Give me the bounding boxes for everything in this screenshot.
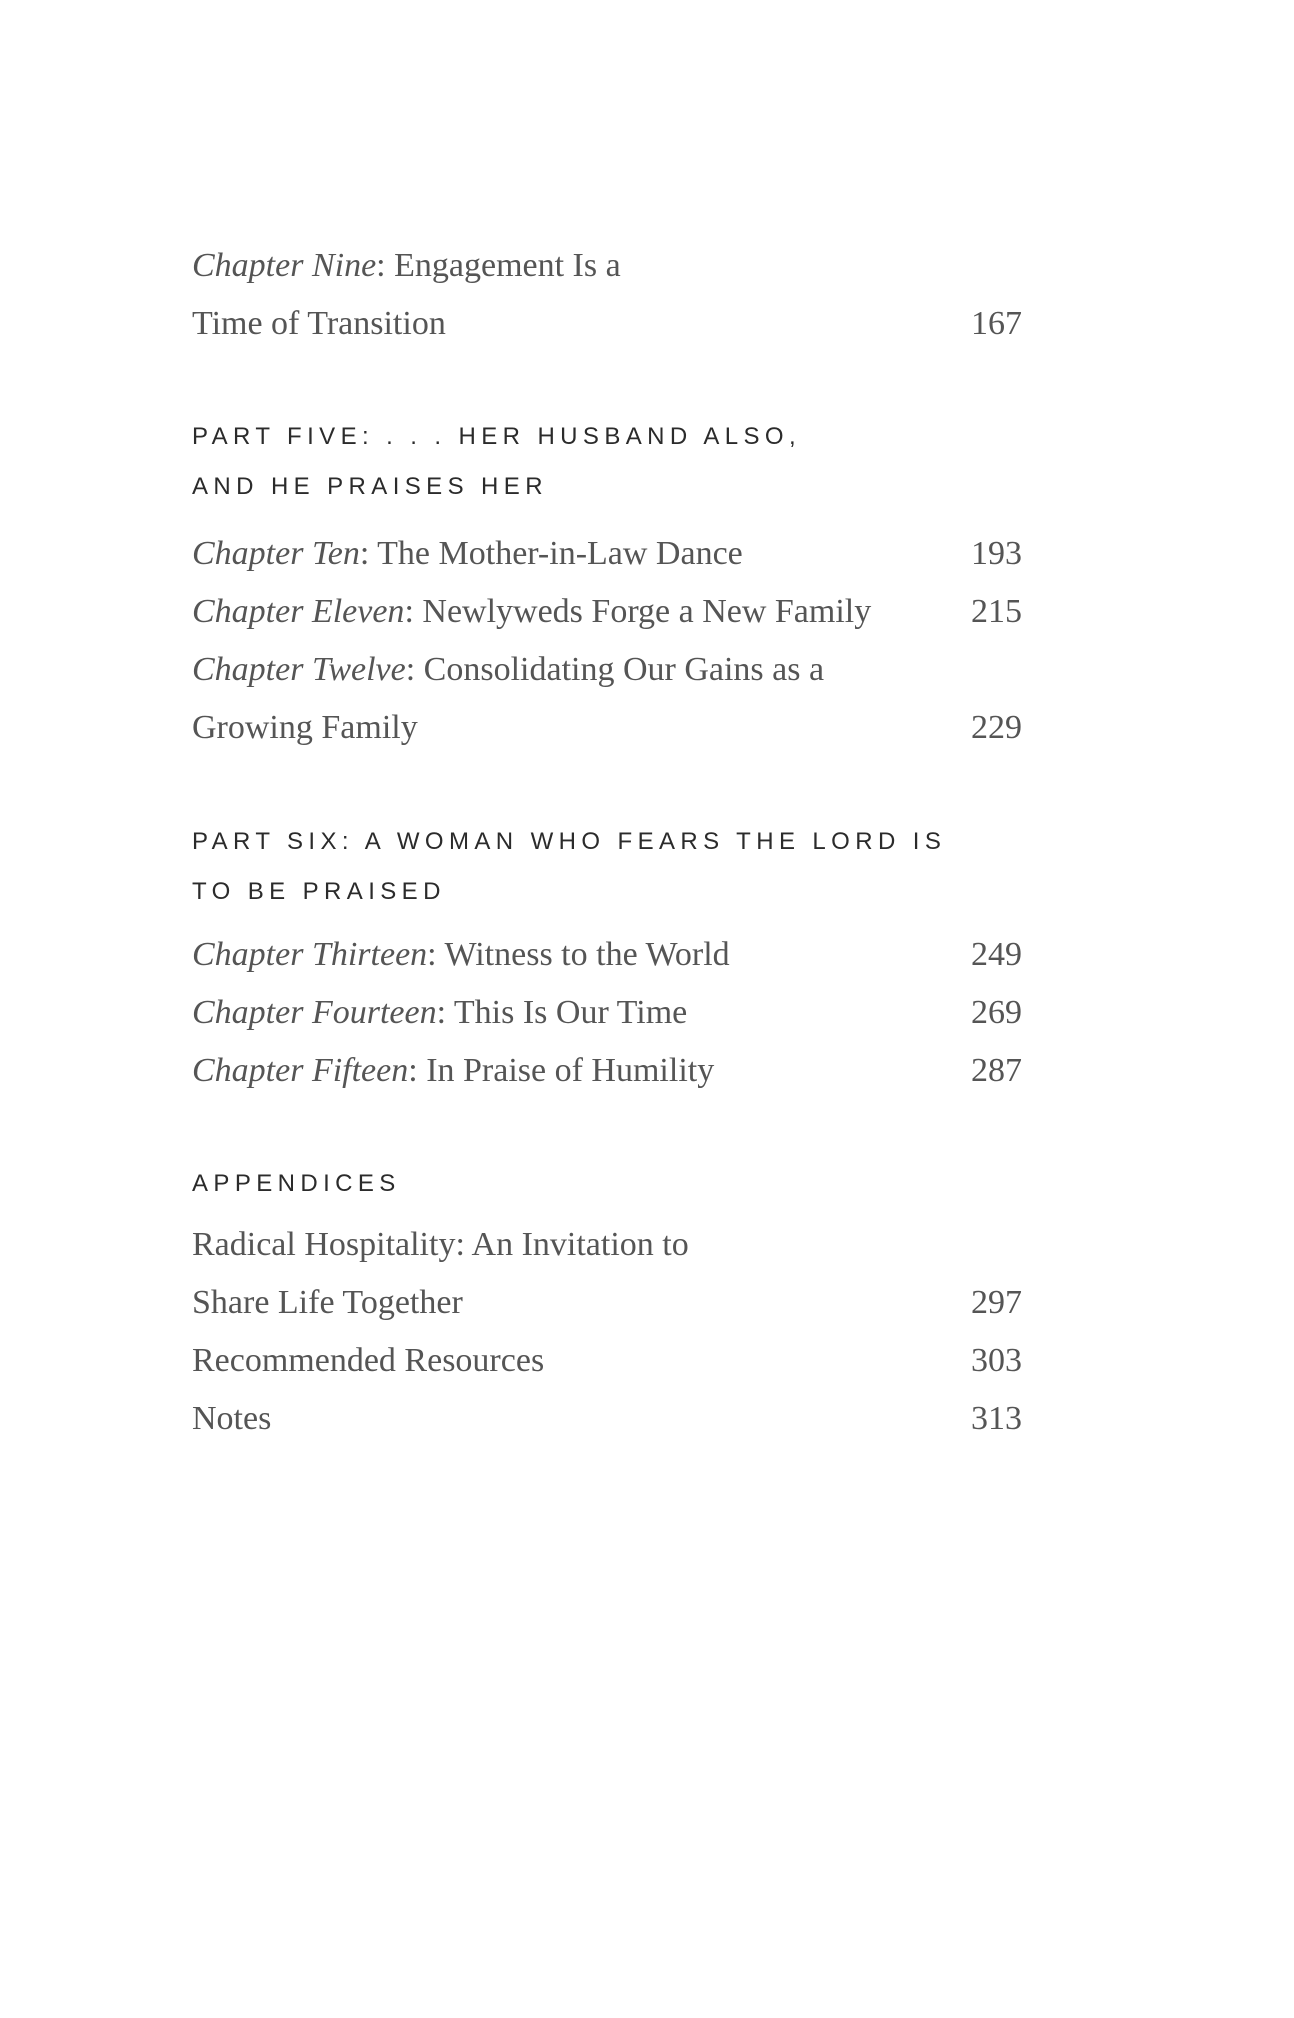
- toc-entry-title: [192, 984, 687, 1042]
- chapter-title: : Newlyweds Forge a New Family: [404, 593, 872, 630]
- chapter-label: Chapter Thirteen: [192, 936, 428, 973]
- appendix-title: Notes: [192, 1400, 272, 1437]
- toc-entry-chapter-twelve-cont[interactable]: [192, 699, 1022, 757]
- chapter-title: : Witness to the World: [427, 936, 730, 973]
- chapter-label: Chapter Fifteen: [192, 1052, 409, 1089]
- page-number: 215: [971, 593, 1022, 630]
- chapter-title: : In Praise of Humility: [408, 1052, 715, 1089]
- chapter-label: Chapter Eleven: [192, 593, 405, 630]
- chapter-title-line2: Growing Family: [192, 709, 418, 746]
- appendix-title-line1: Radical Hospitality: An Invitation to: [192, 1226, 689, 1263]
- toc-entry-chapter-eleven[interactable]: [192, 583, 1022, 641]
- part-six-heading-line2: TO BE PRAISED: [192, 878, 446, 905]
- chapter-label: Chapter Ten: [192, 535, 360, 572]
- chapter-title-line2: Time of Transition: [192, 305, 446, 342]
- toc-entry-notes[interactable]: [192, 1390, 1022, 1448]
- appendix-title: Recommended Resources: [192, 1342, 545, 1379]
- toc-entry-title: [192, 237, 621, 295]
- page-number: 269: [971, 994, 1022, 1031]
- chapter-label: Chapter Nine: [192, 247, 377, 284]
- toc-entry-title: [192, 641, 824, 699]
- toc-entry-recommended-resources[interactable]: [192, 1332, 1022, 1390]
- part-five-heading-line2: AND HE PRAISES HER: [192, 473, 548, 500]
- page-number: 249: [971, 936, 1022, 973]
- toc-entry-chapter-nine-cont[interactable]: [192, 295, 1022, 353]
- page-number: 313: [971, 1400, 1022, 1437]
- page-number: 297: [971, 1284, 1022, 1321]
- page-number: 229: [971, 709, 1022, 746]
- appendix-title-line2: Share Life Together: [192, 1284, 463, 1321]
- toc-entry-radical-hospitality[interactable]: [192, 1216, 1022, 1274]
- toc-entry-title: [192, 1042, 714, 1100]
- page-number: 287: [971, 1052, 1022, 1089]
- chapter-title: : This Is Our Time: [436, 994, 688, 1031]
- chapter-title: : The Mother-in-Law Dance: [359, 535, 743, 572]
- toc-entry-title: [192, 926, 730, 984]
- toc-entry-title: [192, 525, 743, 583]
- toc-entry-chapter-nine[interactable]: [192, 237, 1022, 295]
- page-number: 303: [971, 1342, 1022, 1379]
- toc-entry-chapter-twelve[interactable]: [192, 641, 1022, 699]
- chapter-title-line1: : Consolidating Our Gains as a: [405, 651, 825, 688]
- page-number: 193: [971, 535, 1022, 572]
- toc-entry-chapter-fifteen[interactable]: [192, 1042, 1022, 1100]
- part-five-heading-line1: PART FIVE: . . . HER HUSBAND ALSO,: [192, 423, 802, 450]
- part-six-heading-line1: PART SIX: A WOMAN WHO FEARS THE LORD IS: [192, 828, 947, 855]
- toc-entry-chapter-fourteen[interactable]: [192, 984, 1022, 1042]
- toc-entry-chapter-thirteen[interactable]: [192, 926, 1022, 984]
- chapter-title-line1: : Engagement Is a: [376, 247, 621, 284]
- chapter-label: Chapter Twelve: [192, 651, 406, 688]
- toc-entry-chapter-ten[interactable]: [192, 525, 1022, 583]
- toc-entry-title: [192, 583, 871, 641]
- appendices-heading: APPENDICES: [192, 1170, 401, 1197]
- toc-entry-radical-hospitality-cont[interactable]: [192, 1274, 1022, 1332]
- chapter-label: Chapter Fourteen: [192, 994, 437, 1031]
- page-number: 167: [971, 305, 1022, 342]
